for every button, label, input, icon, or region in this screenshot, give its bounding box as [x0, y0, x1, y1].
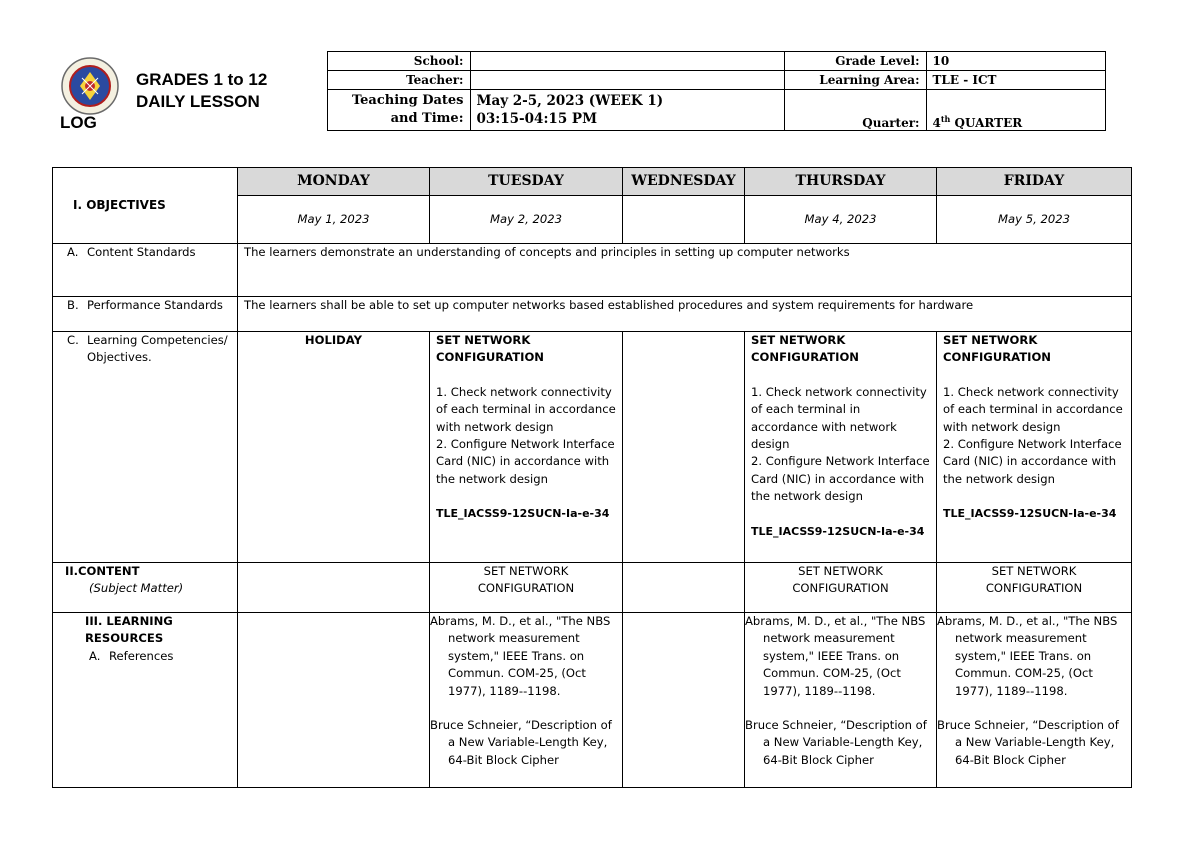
lesson-log-table	[52, 167, 1132, 788]
competency-title: SET NETWORK CONFIGURATION	[751, 333, 860, 365]
quarter-number: 4	[932, 116, 941, 130]
day-tuesday: TUESDAY	[430, 168, 623, 196]
teaching-dates-value-line1: May 2-5, 2023 (WEEK 1)	[476, 93, 664, 110]
date-friday: May 5, 2023	[937, 196, 1132, 244]
performance-standards-text: The learners shall be able to set up computer networks based established procedures and system requirements for hardware	[238, 297, 1132, 332]
teaching-dates-value	[470, 90, 784, 131]
title-line1: GRADES 1 to 12	[136, 70, 268, 89]
performance-standards-text-label: Performance Standards	[87, 298, 223, 312]
date-monday: May 1, 2023	[238, 196, 430, 244]
learning-area-value: TLE - ICT	[926, 71, 1105, 90]
reference-2: Bruce Schneier, “Description of a New Variable-Length Key, 64-Bit Block Cipher	[430, 718, 612, 767]
reference-1: Abrams, M. D., et al., "The NBS network measurement system," IEEE Trans. on Commun. COM-25, (Oct 1977), 1189--1198.	[745, 614, 926, 698]
performance-standards-marker: B.	[67, 298, 79, 312]
competency-code: TLE_IACSS9-12SUCN-Ia-e-34	[436, 507, 610, 521]
reference-2: Bruce Schneier, “Description of a New Variable-Length Key, 64-Bit Block Cipher	[745, 718, 927, 767]
competency-item-1: 1. Check network connectivity of each terminal in accordance with network design	[943, 384, 1123, 434]
competency-item-1: 1. Check network connectivity of each terminal in accordance with network design	[751, 384, 927, 452]
date-tuesday: May 2, 2023	[430, 196, 623, 244]
competencies-label	[53, 332, 238, 563]
title-line3: LOG	[60, 113, 97, 132]
content-label	[53, 563, 238, 613]
teaching-dates-label-line1: Teaching Dates	[351, 93, 464, 109]
header-info-table	[52, 51, 1106, 131]
resources-heading: III. LEARNING RESOURCES	[85, 614, 173, 646]
references-marker: A.	[89, 648, 101, 663]
teaching-dates-label	[327, 90, 470, 131]
day-wednesday: WEDNESDAY	[623, 168, 745, 196]
grade-level-value: 10	[926, 52, 1105, 71]
thursday-references	[745, 613, 937, 788]
learning-area-label: Learning Area:	[784, 71, 926, 90]
date-thursday: May 4, 2023	[745, 196, 937, 244]
school-value	[470, 52, 784, 71]
references-label: References	[109, 648, 174, 663]
wednesday-competencies	[623, 332, 745, 563]
reference-2: Bruce Schneier, “Description of a New Variable-Length Key, 64-Bit Block Cipher	[937, 718, 1119, 767]
objectives-heading: I. OBJECTIVES	[53, 168, 238, 244]
competency-item-2: 2. Configure Network Interface Card (NIC) in accordance with the network design	[751, 454, 930, 504]
teaching-dates-label-line2: and Time:	[390, 111, 464, 127]
date-wednesday	[623, 196, 745, 244]
quarter-label: Quarter:	[784, 90, 926, 131]
content-standards-text-label: Content Standards	[87, 245, 196, 259]
grade-level-label: Grade Level:	[784, 52, 926, 71]
competencies-marker: C.	[67, 333, 79, 347]
reference-1: Abrams, M. D., et al., "The NBS network measurement system," IEEE Trans. on Commun. COM-25, (Oct 1977), 1189--1198.	[937, 614, 1118, 698]
title-line2: DAILY LESSON	[136, 92, 260, 111]
day-thursday: THURSDAY	[745, 168, 937, 196]
quarter-word: QUARTER	[950, 116, 1023, 130]
competency-item-2: 2. Configure Network Interface Card (NIC) in accordance with the network design	[943, 437, 1122, 486]
competencies-text-label: Learning Competencies/ Objectives.	[87, 333, 228, 365]
monday-holiday: HOLIDAY	[238, 332, 430, 563]
content-subheading: (Subject Matter)	[89, 581, 184, 596]
competency-item-2: 2. Configure Network Interface Card (NIC) in accordance with the network design	[436, 437, 615, 486]
wednesday-content	[623, 563, 745, 613]
tuesday-competencies	[430, 332, 623, 563]
teacher-label: Teacher:	[327, 71, 470, 90]
school-label: School:	[327, 52, 470, 71]
thursday-content: SET NETWORK CONFIGURATION	[745, 563, 937, 613]
tuesday-content: SET NETWORK CONFIGURATION	[430, 563, 623, 613]
wednesday-references	[623, 613, 745, 788]
teaching-dates-value-line2: 03:15-04:15 PM	[476, 111, 598, 128]
teacher-value	[470, 71, 784, 90]
friday-references	[937, 613, 1132, 788]
competency-title: SET NETWORK CONFIGURATION	[943, 333, 1052, 365]
resources-label	[53, 613, 238, 788]
quarter-suffix: th	[940, 114, 951, 124]
competency-code: TLE_IACSS9-12SUCN-Ia-e-34	[751, 524, 925, 538]
content-heading: II.CONTENT	[65, 564, 140, 578]
reference-1: Abrams, M. D., et al., "The NBS network measurement system," IEEE Trans. on Commun. COM-25, (Oct 1977), 1189--1198.	[430, 614, 611, 698]
content-standards-label	[53, 244, 238, 297]
performance-standards-label	[53, 297, 238, 332]
competency-item-1: 1. Check network connectivity of each terminal in accordance with network design	[436, 384, 616, 434]
monday-content	[238, 563, 430, 613]
day-friday: FRIDAY	[937, 168, 1132, 196]
content-standards-text: The learners demonstrate an understanding of concepts and principles in setting up computer networks	[238, 244, 1132, 297]
thursday-competencies	[745, 332, 937, 563]
competency-code: TLE_IACSS9-12SUCN-Ia-e-34	[943, 507, 1117, 521]
content-standards-marker: A.	[67, 245, 79, 259]
tuesday-references	[430, 613, 623, 788]
friday-content: SET NETWORK CONFIGURATION	[937, 563, 1132, 613]
quarter-value	[926, 90, 1105, 131]
friday-competencies	[937, 332, 1132, 563]
day-monday: MONDAY	[238, 168, 430, 196]
monday-references	[238, 613, 430, 788]
competency-title: SET NETWORK CONFIGURATION	[436, 333, 545, 365]
